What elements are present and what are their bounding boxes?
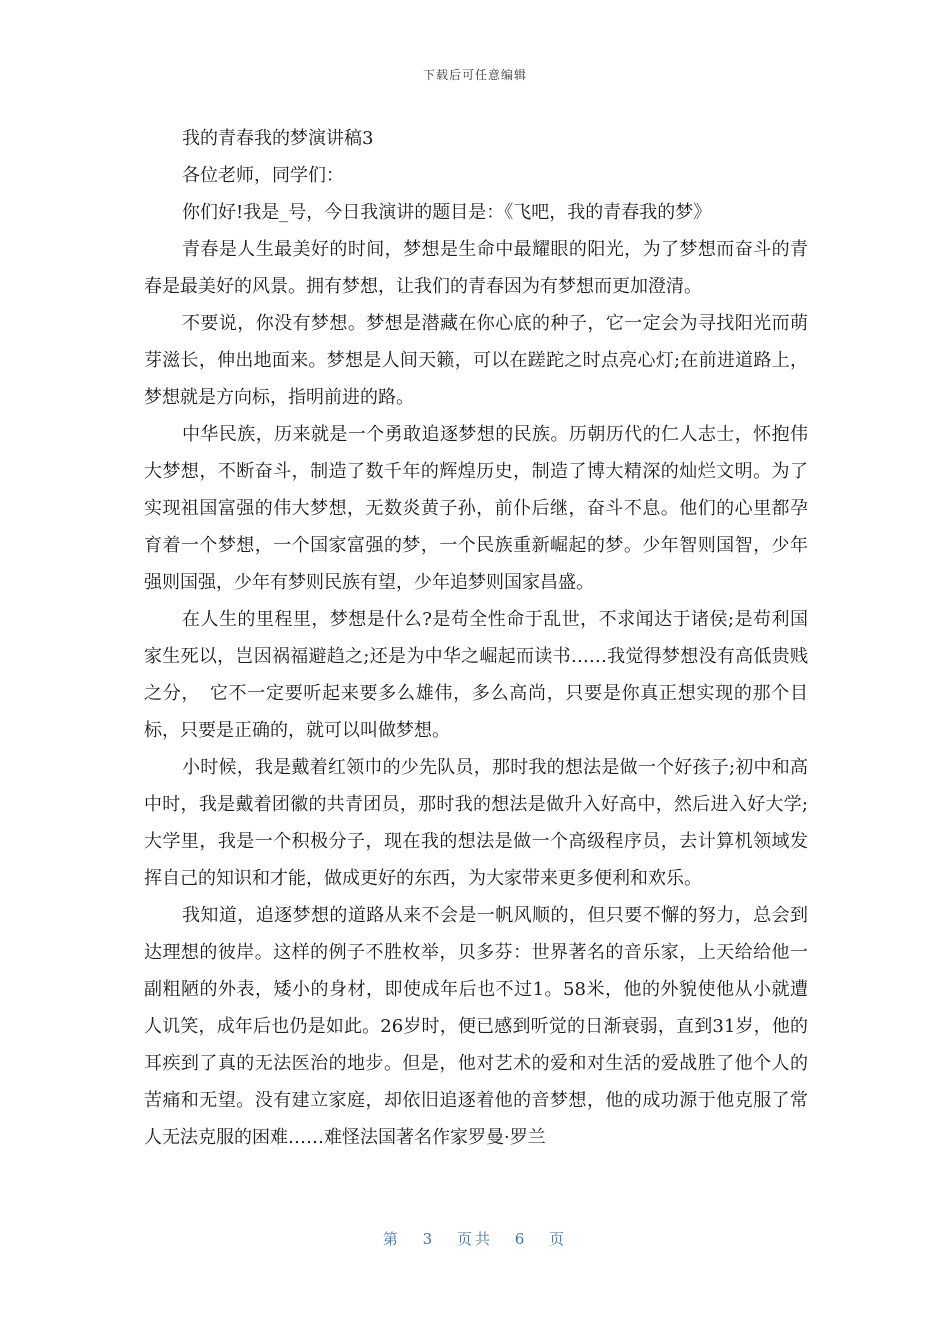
document-body bbox=[144, 120, 808, 1156]
paragraph: 我知道，追逐梦想的道路从来不会是一帆风顺的，但只要不懈的努力，总会到达理想的彼岸。这样的例子不胜枚举，贝多芬：世界著名的音乐家，上天给给他一副粗陋的外表，矮小的身材，即使成年后也不过1。58米，他的外貌使他从小就遭人讥笑，成年后也仍是如此。26岁时，便已感到听觉的日渐衰弱，直到31岁，他的耳疾到了真的无法医治的地步。但是，他对艺术的爱和对生活的爱战胜了他个人的苦痛和无望。没有建立家庭，却依旧追逐着他的音梦想，他的成功源于他克服了常人无法克服的困难……难怪法国著名作家罗曼·罗兰 bbox=[144, 905, 808, 1148]
page-number: 第 3 页共 6 页 bbox=[382, 1230, 568, 1248]
paragraph: 在人生的里程里，梦想是什么?是苟全性命于乱世，不求闻达于诸侯;是苟利国家生死以，岂因祸福避趋之;还是为中华之崛起而读书……我觉得梦想没有高低贵贱之分， 它不一定要听起来要多么雄伟，多么高尚，只要是你真正想实现的那个目标，只要是正确的，就可以叫做梦想。 bbox=[144, 609, 808, 741]
header-note: 下载后可任意编辑 bbox=[422, 68, 527, 82]
document-title: 我的青春我的梦演讲稿3 bbox=[182, 128, 374, 149]
page-footer bbox=[0, 1228, 950, 1249]
paragraph: 小时候，我是戴着红领巾的少先队员，那时我的想法是做一个好孩子;初中和高中时，我是戴着团徽的共青团员，那时我的想法是做升入好高中，然后进入好大学;大学里，我是一个积极分子，现在我的想法是做一个高级程序员，去计算机领域发挥自己的知识和才能，做成更好的东西，为大家带来更多便利和欢乐。 bbox=[144, 757, 808, 889]
paragraph: 不要说，你没有梦想。梦想是潜藏在你心底的种子，它一定会为寻找阳光而萌芽滋长，伸出地面来。梦想是人间天籁，可以在蹉跎之时点亮心灯;在前进道路上，梦想就是方向标，指明前进的路。 bbox=[144, 313, 808, 408]
page-header bbox=[0, 66, 950, 83]
greeting-line: 各位老师，同学们： bbox=[182, 165, 344, 186]
paragraph: 你们好!我是_号，今日我演讲的题目是：《飞吧，我的青春我的梦》 bbox=[182, 202, 712, 223]
paragraph: 青春是人生最美好的时间，梦想是生命中最耀眼的阳光，为了梦想而奋斗的青春是最美好的风景。拥有梦想，让我们的青春因为有梦想而更加澄清。 bbox=[144, 239, 808, 297]
paragraph: 中华民族，历来就是一个勇敢追逐梦想的民族。历朝历代的仁人志士，怀抱伟大梦想，不断奋斗，制造了数千年的辉煌历史，制造了博大精深的灿烂文明。为了实现祖国富强的伟大梦想，无数炎黄子孙，前仆后继，奋斗不息。他们的心里都孕育着一个梦想，一个国家富强的梦，一个民族重新崛起的梦。少年智则国智，少年强则国强，少年有梦则民族有望，少年追梦则国家昌盛。 bbox=[144, 424, 808, 593]
